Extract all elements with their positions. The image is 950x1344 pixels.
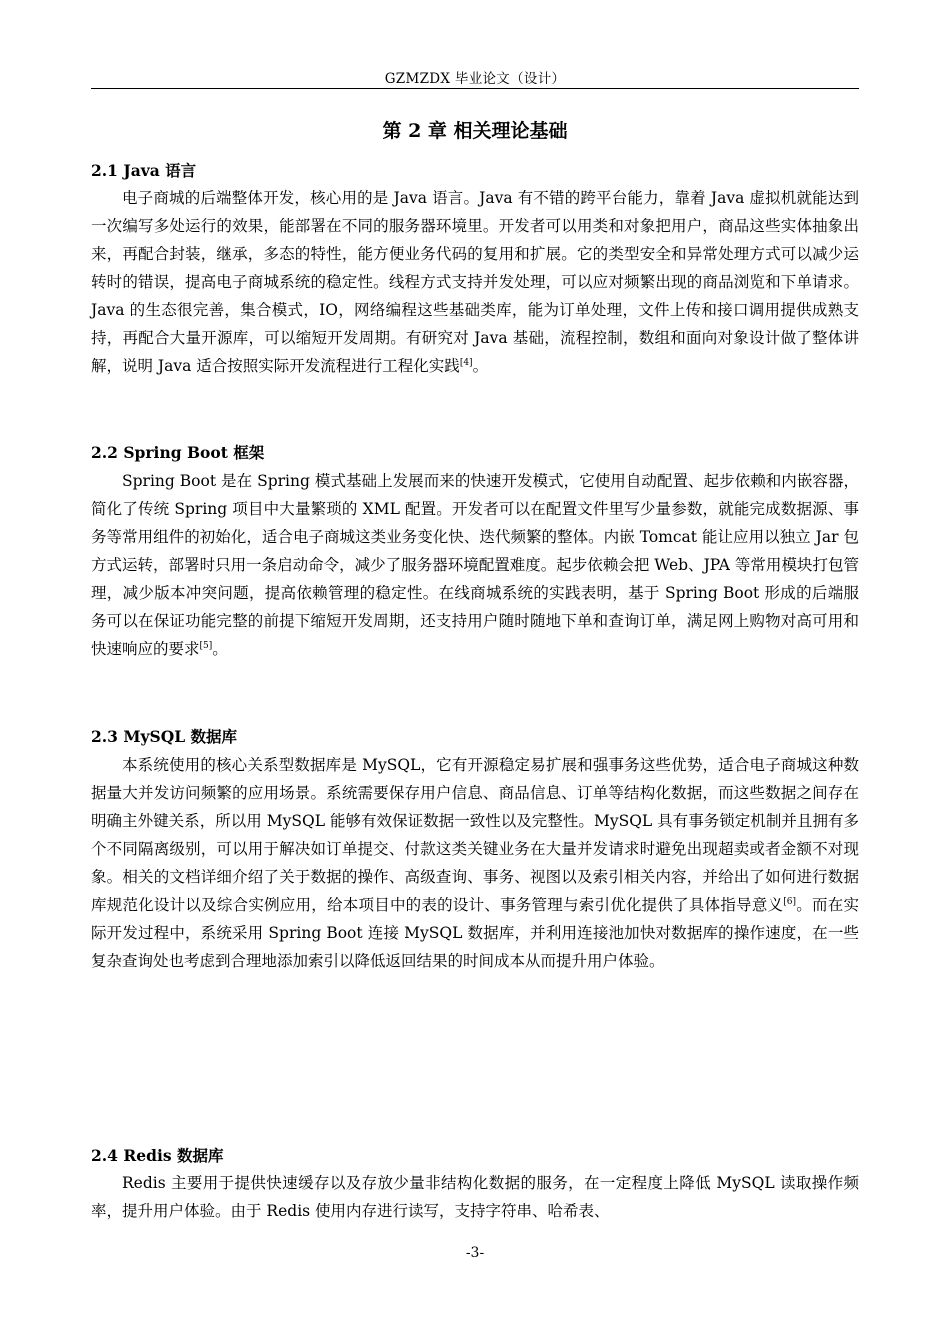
body-text-tail: 。 — [472, 357, 489, 375]
citation-ref: [6] — [783, 896, 797, 907]
citation-ref: [4] — [459, 357, 473, 368]
section-body-2-2 — [91, 467, 859, 663]
page-number: -3- — [465, 1245, 485, 1261]
section-title-2-2: 2.2 Spring Boot 框架 — [91, 443, 265, 462]
header-rule — [91, 88, 859, 89]
section-body-2-1 — [91, 184, 859, 380]
section-title-2-4: 2.4 Redis 数据库 — [91, 1146, 224, 1165]
section-title-2-1: 2.1 Java 语言 — [91, 161, 197, 180]
body-text: Redis 主要用于提供快速缓存以及存放少量非结构化数据的服务，在一定程度上降低 MySQL 读取操作频率，提升用户体验。由于 Redis 使用内存进行读写，支持字符串、哈希表、 — [91, 1174, 859, 1220]
body-text: 本系统使用的核心关系型数据库是 MySQL，它有开源稳定易扩展和强事务这些优势，适合电子商城这种数据量大并发访问频繁的应用场景。系统需要保存用户信息、商品信息、订单等结构化数据，而这些数据之间存在明确主外键关系，所以用 MySQL 能够有效保证数据一致性以及完整性。MySQL 具有事务锁定机制并且拥有多个不同隔离级别，可以用于解决如订单提交、付款这类关键业务在大量并发请求时避免出现超卖或者金额不对现象。相关的文档详细介绍了关于数据的操作、高级查询、事务、视图以及索引相关内容，并给出了如何进行数据库规范化设计以及综合实例应用，给本项目中的表的设计、事务管理与索引优化提供了具体指导意义 — [91, 756, 859, 914]
section-body-2-4 — [91, 1169, 859, 1225]
citation-ref: [5] — [199, 640, 213, 651]
section-body-2-3 — [91, 751, 859, 975]
body-text-tail: 。 — [212, 640, 228, 658]
section-title-2-3: 2.3 MySQL 数据库 — [91, 727, 238, 746]
running-header: GZMZDX 毕业论文（设计） — [384, 71, 566, 87]
chapter-title: 第 2 章 相关理论基础 — [382, 120, 568, 142]
body-text: 电子商城的后端整体开发，核心用的是 Java 语言。Java 有不错的跨平台能力，靠着 Java 虚拟机就能达到一次编写多处运行的效果，能部署在不同的服务器环境里。开发者可以用类和对象把用户，商品这些实体抽象出来，再配合封装，继承，多态的特性，能方便业务代码的复用和扩展。它的类型安全和异常处理方式可以减少运转时的错误，提高电子商城系统的稳定性。线程方式支持并发处理，可以应对频繁出现的商品浏览和下单请求。Java 的生态很完善，集合模式，IO，网络编程这些基础类库，能为订单处理，文件上传和接口调用提供成熟支持，再配合大量开源库，可以缩短开发周期。有研究对 Java 基础，流程控制，数组和面向对象设计做了整体讲解，说明 Java 适合按照实际开发流程进行工程化实践 — [91, 189, 859, 375]
body-text: Spring Boot 是在 Spring 模式基础上发展而来的快速开发模式，它使用自动配置、起步依赖和内嵌容器，简化了传统 Spring 项目中大量繁琐的 XML 配置。开发者可以在配置文件里写少量参数，就能完成数据源、事务等常用组件的初始化，适合电子商城这类业务变化快、迭代频繁的整体。内嵌 Tomcat 能让应用以独立 Jar 包方式运转，部署时只用一条启动命令，减少了服务器环境配置难度。起步依赖会把 Web、JPA 等常用模块打包管理，减少版本冲突问题，提高依赖管理的稳定性。在线商城系统的实践表明，基于 Spring Boot 形成的后端服务可以在保证功能完整的前提下缩短开发周期，还支持用户随时随地下单和查询订单，满足网上购物对高可用和快速响应的要求 — [91, 472, 859, 658]
body-text-tail: 。而在实际开发过程中，系统采用 Spring Boot 连接 MySQL 数据库，并利用连接池加快对数据库的操作速度，在一些复杂查询处也考虑到合理地添加索引以降低返回结果的时间成本从而提升用户体验。 — [91, 896, 859, 970]
